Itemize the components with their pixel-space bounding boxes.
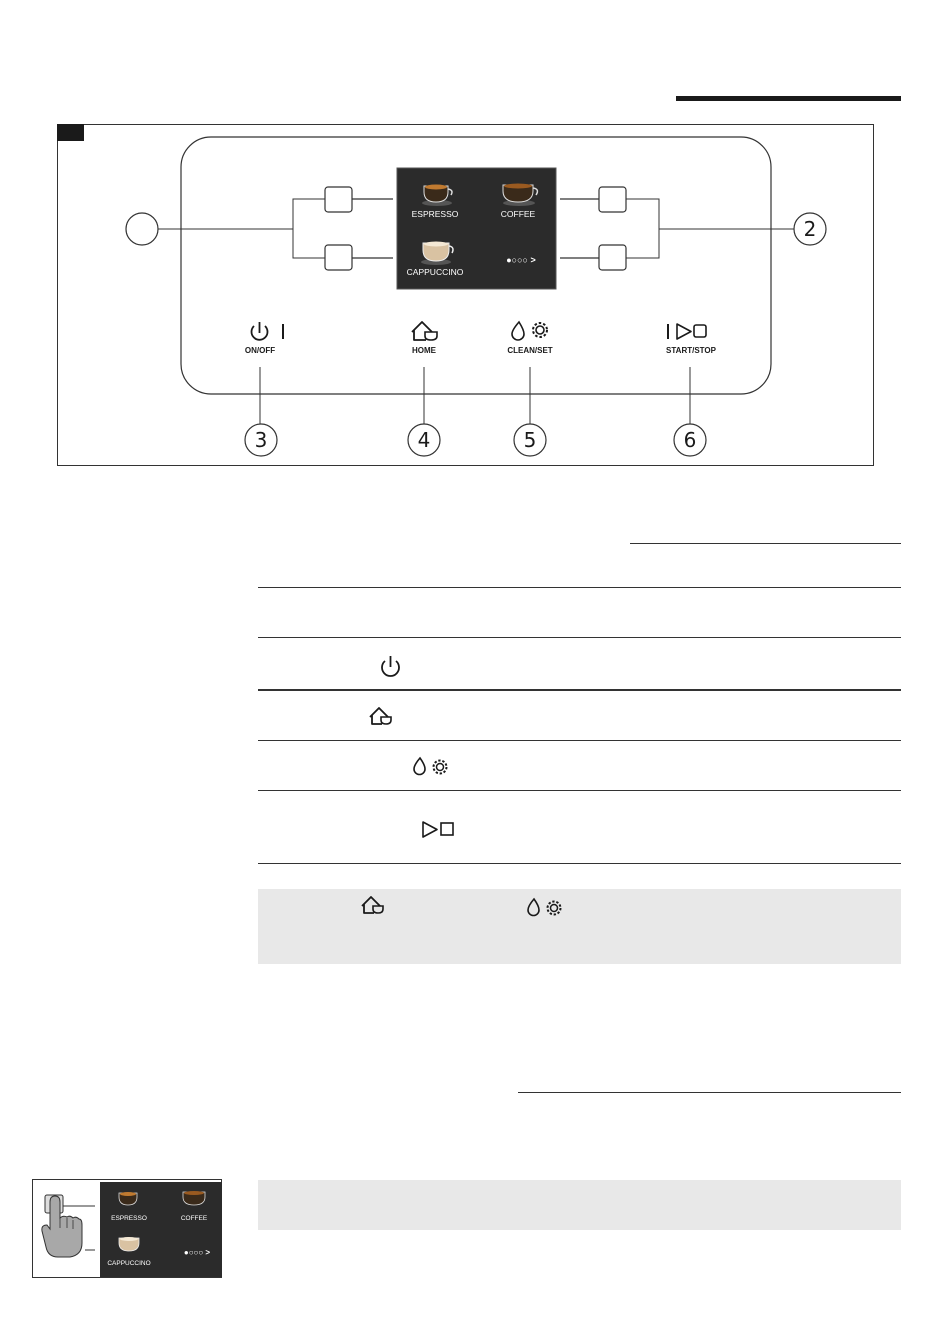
coffee-cup-icon — [183, 1191, 205, 1205]
cappuccino-cup-icon — [119, 1237, 139, 1251]
note-1-icons — [258, 889, 901, 964]
thumb-label-more: ●○○○ > — [183, 1248, 211, 1257]
selection-thumbnail — [32, 1179, 222, 1278]
power-icon — [382, 656, 399, 676]
thumb-label-espresso: ESPRESSO — [111, 1215, 147, 1222]
note-box-1 — [258, 889, 901, 964]
espresso-cup-icon — [119, 1192, 137, 1205]
select-button-top-right[interactable] — [599, 187, 626, 212]
coffee-cup-icon — [503, 184, 537, 207]
thumb-label-coffee: COFFEE — [180, 1215, 208, 1222]
select-button-top-left[interactable] — [325, 187, 352, 212]
home-cup-icon — [362, 897, 383, 913]
select-button-bottom-left[interactable] — [325, 245, 352, 270]
drop-gear-icon[interactable] — [512, 322, 547, 340]
thumb-label-cappuccino: CAPPUCCINO — [107, 1260, 151, 1267]
home-cup-icon — [370, 708, 391, 724]
drop-gear-icon — [528, 899, 561, 916]
on-off-label: ON/OFF — [244, 346, 276, 355]
table-rule-1 — [258, 637, 901, 638]
play-stop-icon — [423, 822, 453, 837]
screen-label-coffee: COFFEE — [500, 209, 536, 219]
screen-label-cappuccino: CAPPUCCINO — [406, 267, 464, 277]
callout-6-label: 6 — [683, 428, 697, 452]
power-icon[interactable] — [252, 322, 283, 340]
callout-5-label: 5 — [523, 428, 537, 452]
screen-label-more: ●○○○ > — [506, 255, 536, 265]
screen-label-espresso: ESPRESSO — [411, 209, 459, 219]
callout-4-label: 4 — [417, 428, 431, 452]
select-button-bottom-right[interactable] — [599, 245, 626, 270]
espresso-cup-icon — [422, 185, 452, 207]
thumbnail-diagram — [33, 1180, 223, 1279]
clean-set-label: CLEAN/SET — [507, 346, 553, 355]
callout-1 — [126, 213, 158, 245]
callout-2-label: 2 — [803, 217, 817, 241]
play-stop-icon[interactable] — [668, 324, 706, 339]
start-stop-label: START/STOP — [666, 346, 716, 355]
callout-3-label: 3 — [254, 428, 268, 452]
note-box-2 — [258, 1180, 901, 1230]
home-label: HOME — [412, 346, 436, 355]
cappuccino-cup-icon — [421, 242, 453, 266]
control-panel-diagram — [0, 0, 933, 470]
section-heading-rule — [630, 543, 901, 544]
section-heading-rule-2 — [518, 1092, 901, 1093]
home-cup-icon[interactable] — [412, 322, 437, 340]
table-rule-top — [258, 587, 901, 588]
drop-gear-icon — [414, 758, 447, 775]
